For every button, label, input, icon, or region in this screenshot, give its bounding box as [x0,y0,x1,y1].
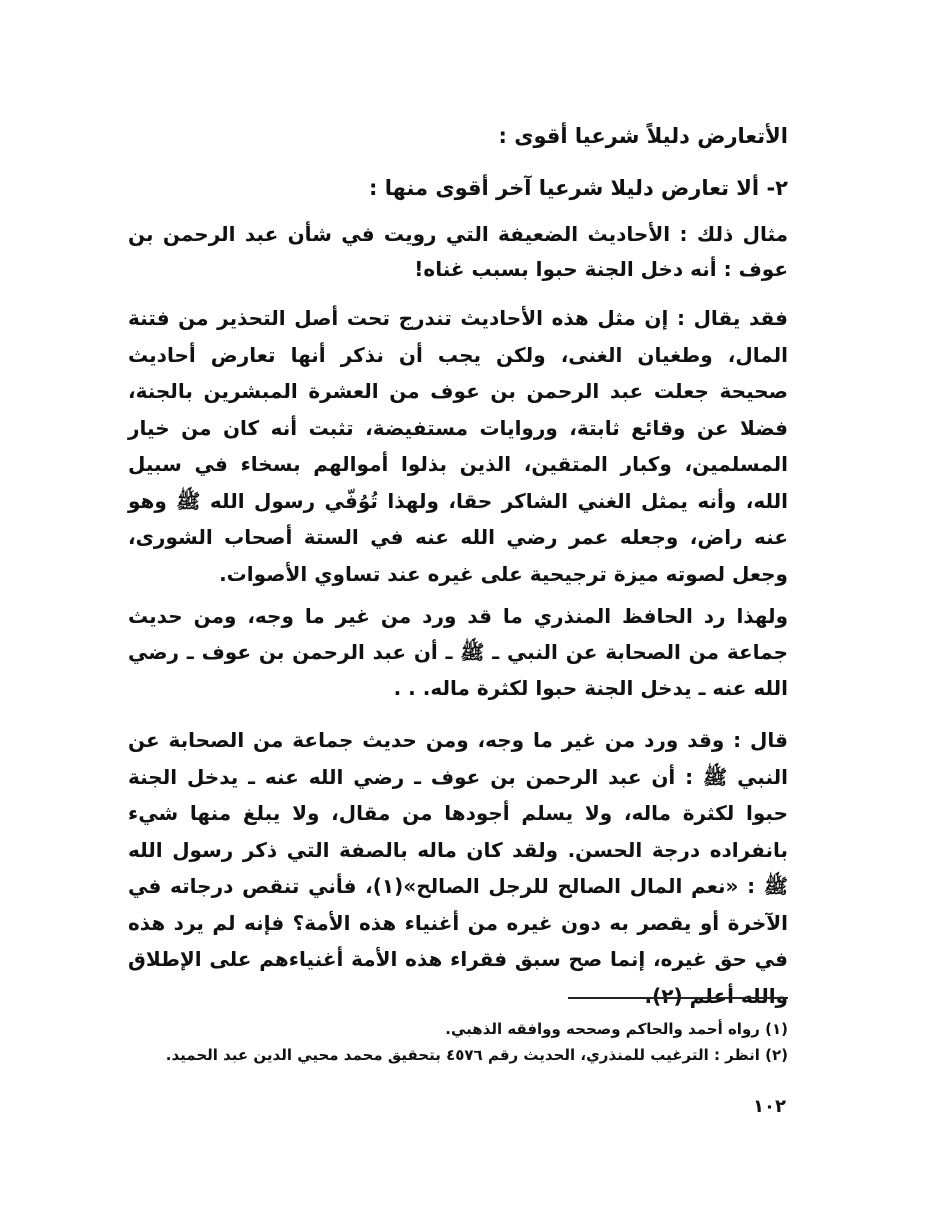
section-heading-1: الأتعارض دليلاً شرعيا أقوى : [498,124,788,148]
footnote-separator [568,997,788,999]
page-number: ١٠٢ [753,1096,786,1117]
paragraph-example: مثال ذلك : الأحاديث الضعيفة التي رويت في شأن عبد الرحمن بن عوف : أنه دخل الجنة حبوا بسبب غناه! [128,222,788,281]
section-heading-2: ٢- ألا تعارض دليلا شرعيا آخر أقوى منها : [368,176,788,200]
footnote-2: (٢) انظر : الترغيب للمنذري، الحديث رقم ٤٥٧٦ بتحقيق محمد محيي الدين عبد الحميد. [165,1046,788,1064]
paragraph-quote: قال : وقد ورد من غير ما وجه، ومن حديث جماعة من الصحابة عن النبي ﷺ : أن عبد الرحمن بن عوف ـ رضي الله عنه ـ يدخل الجنة حبوا لكثرة ماله، ولا يسلم أجودها من مقال، ولا يبلغ منها شيء بانفراده درجة الحسن. ولقد كان ماله بالصفة التي ذكر رسول الله ﷺ : «نعم المال الصالح للرجل الصالح»(١)، فأني تنقص درجاته في الآخرة أو يقصر به دون غيره من أغنياء هذه الأمة؟ فإنه لم يرد هذه في حق غيره، إنما صح سبق فقراء هذه الأمة أغنياءهم على الإطلاق والله أعلم (٢). [128,728,788,1008]
paragraph-mundhiri: ولهذا رد الحافظ المنذري ما قد ورد من غير ما وجه، ومن حديث جماعة من الصحابة عن النبي ـ ﷺ ـ أن عبد الرحمن بن عوف ـ رضي الله عنه ـ يدخل الجنة حبوا لكثرة ماله. . . [128,604,788,700]
footnotes [128,1016,788,1068]
footnote-1: (١) رواه أحمد والحاكم وصححه ووافقه الذهبي. [445,1020,788,1038]
paragraph-argument: فقد يقال : إن مثل هذه الأحاديث تندرج تحت أصل التحذير من فتنة المال، وطغيان الغنى، ولكن يجب أن نذكر أنها تعارض أحاديث صحيحة جعلت عبد الرحمن بن عوف من العشرة المبشرين بالجنة، فضلا عن وقائع ثابتة، وروايات مستفيضة، تثبت أنه كان من خيار المسلمين، وكبار المتقين، الذين بذلوا أموالهم بسخاء في سبيل الله، وأنه يمثل الغني الشاكر حقا، ولهذا تُوُفّي رسول الله ﷺ وهو عنه راض، وجعله عمر رضي الله عنه في الستة أصحاب الشورى، وجعل لصوته ميزة ترجيحية على غيره عند تساوي الأصوات. [128,306,788,586]
